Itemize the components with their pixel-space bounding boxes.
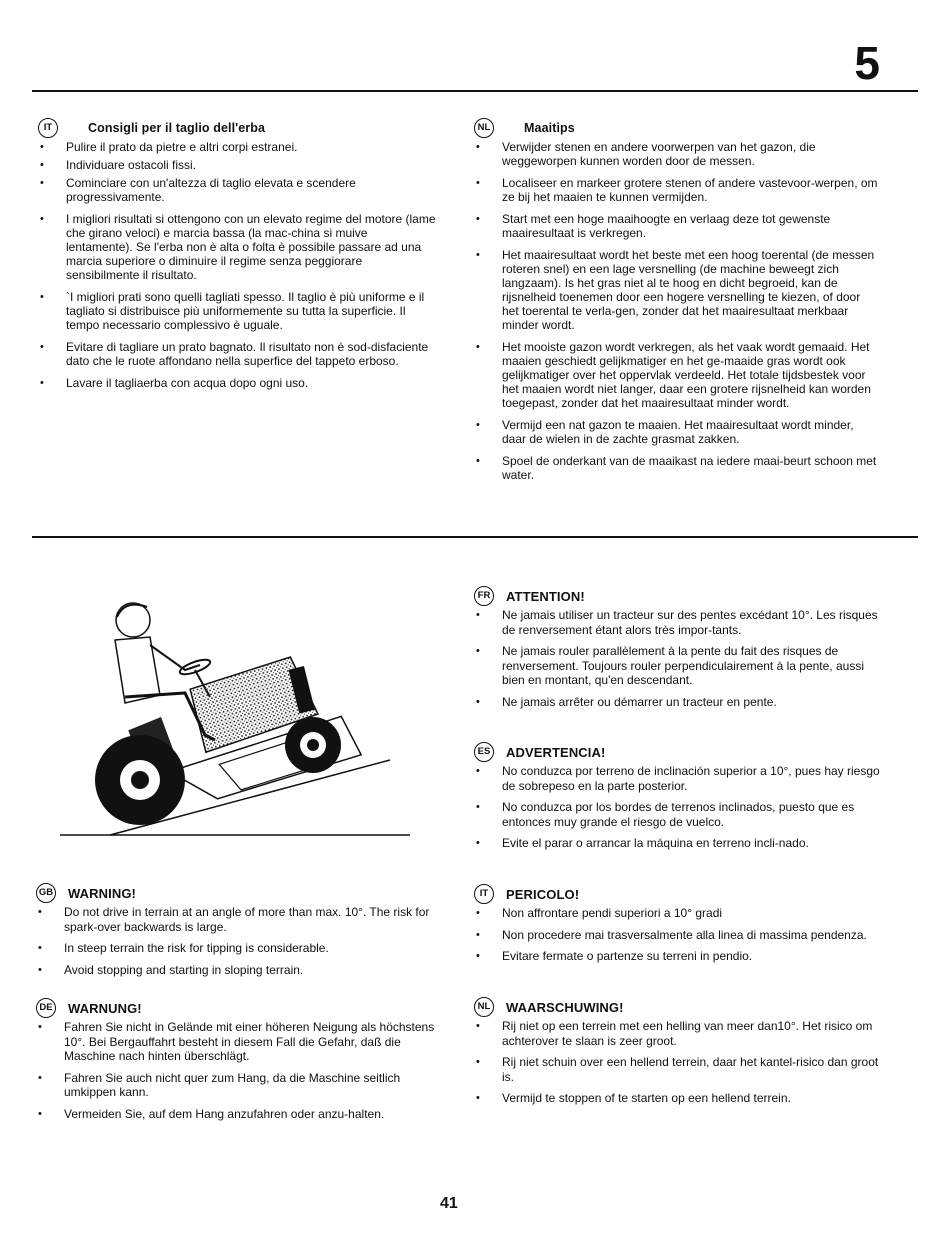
list-item: • No conduzca por los bordes de terrenos inclinados, puesto que es entonces muy grande el riesgo de vuelco. xyxy=(474,800,884,829)
list-item: • Avoid stopping and starting in sloping terrain. xyxy=(36,963,436,978)
section-header xyxy=(36,883,436,903)
page-number: 41 xyxy=(440,1195,458,1212)
section-title: WARNING! xyxy=(68,885,136,901)
section-header xyxy=(36,998,436,1018)
list-item: • Evitare fermate o partenze su terreni in pendio. xyxy=(474,949,884,964)
section-title: Maaitips xyxy=(524,121,575,135)
list-item: • Fahren Sie nicht in Gelände mit einer höheren Neigung als höchstens 10°. Bei Bergauffahrt besteht in diesem Fall die Gefahr, daß die Maschine nach hinten überschlägt. xyxy=(36,1020,436,1064)
section-title: ATTENTION! xyxy=(506,588,585,604)
list-item: • Ne jamais utiliser un tracteur sur des pentes excédant 10°. Les risques de renversement étant alors très impor-tants. xyxy=(474,608,884,637)
list-item: • Vermijd te stoppen of te starten op een hellend terrein. xyxy=(474,1091,884,1106)
list-item: • Individuare ostacoli fissi. xyxy=(38,158,436,172)
es-warning xyxy=(474,742,884,858)
warning-list xyxy=(474,608,884,709)
list-item: • Lavare il tagliaerba con acqua dopo ogni uso. xyxy=(38,376,436,390)
list-item: • Vermeiden Sie, auf dem Hang anzufahren oder anzu-halten. xyxy=(36,1107,436,1122)
chapter-number: 5 xyxy=(854,37,880,89)
section-title: WARNUNG! xyxy=(68,1000,142,1016)
section-title: Consigli per il taglio dell'erba xyxy=(88,121,266,135)
language-badge-gb: GB xyxy=(36,883,56,903)
gb-warning xyxy=(36,883,436,984)
list-item: • Evitare di tagliare un prato bagnato. Il risultato non è sod-disfaciente dato che le ruote affondano nella superfice del tappeto erboso. xyxy=(38,340,436,368)
list-item: • Ne jamais arrêter ou démarrer un tracteur en pente. xyxy=(474,695,884,710)
warning-list xyxy=(474,906,884,964)
section-header xyxy=(474,742,884,762)
list-item: • Non affrontare pendi superiori a 10° gradi xyxy=(474,906,884,921)
tractor-on-slope-illustration xyxy=(55,585,415,840)
fr-warning xyxy=(474,586,884,716)
it-mowing-tips xyxy=(38,118,436,394)
list-item: • In steep terrain the risk for tipping is considerable. xyxy=(36,941,436,956)
list-item: • Spoel de onderkant van de maaikast na iedere maai-beurt schoon met water. xyxy=(474,454,880,482)
nl-mowing-tips xyxy=(474,118,880,486)
language-badge-nl: NL xyxy=(474,118,494,138)
header-rule xyxy=(32,90,918,92)
list-item: • Do not drive in terrain at an angle of more than max. 10°. The risk for spark-over backwards is large. xyxy=(36,905,436,934)
warning-list xyxy=(474,1019,884,1106)
de-warning xyxy=(36,998,436,1128)
tips-list xyxy=(38,140,436,390)
list-item: • Non procedere mai trasversalmente alla linea di massima pendenza. xyxy=(474,928,884,943)
language-badge-it: IT xyxy=(474,884,494,904)
list-item: • `I migliori prati sono quelli tagliati spesso. Il taglio è più uniforme e il tagliato si distribuisce più uniformemente su tutta la superficie. Il tempo necessario complessivo è uguale. xyxy=(38,290,436,332)
list-item: • Het maairesultaat wordt het beste met een hoog toerental (de messen roteren snel) en een lage versnelling (de machine beweegt zich langzaam). Is het gras niet al te hoog en dicht begroeid, kan de rijsnelheid toenemen door een hogere versnelling te kiezen, of door het toerental te verla-gen, zonder dat het maairesultaat merkbaar minder wordt. xyxy=(474,248,880,332)
list-item: • Cominciare con un'altezza di taglio elevata e scendere progressivamente. xyxy=(38,176,436,204)
list-item: • Rij niet schuin over een hellend terrein, daar het kantel-risico dan groot is. xyxy=(474,1055,884,1084)
list-item: • Verwijder stenen en andere voorwerpen van het gazon, die weggeworpen kunnen worden door de messen. xyxy=(474,140,880,168)
section-header xyxy=(474,586,884,606)
list-item: • Evite el parar o arrancar la máquina en terreno incli-nado. xyxy=(474,836,884,851)
it-warning xyxy=(474,884,884,971)
list-item: • Vermijd een nat gazon te maaien. Het maairesultaat wordt minder, daar de wielen in de zachte grasmat zakken. xyxy=(474,418,880,446)
list-item: • Ne jamais rouler parallèlement à la pente du fait des risques de renversement. Toujours rouler perpendiculairement à la pente, aussi bien en montant, qu'en descendant. xyxy=(474,644,884,688)
language-badge-es: ES xyxy=(474,742,494,762)
language-badge-nl: NL xyxy=(474,997,494,1017)
section-title: PERICOLO! xyxy=(506,886,580,902)
warning-list xyxy=(36,905,436,977)
list-item: • Start met een hoge maaihoogte en verlaag deze tot gewenste maairesultaat is verkregen. xyxy=(474,212,880,240)
list-item: • I migliori risultati si ottengono con un elevato regime del motore (lame che girano veloci) e marcia bassa (la mac-china si muive lentamente). Se l'erba non è alta o folta è possibile passare ad una marcia superiore o diminuire il regime senza peggiorare sensibilmente il risultato. xyxy=(38,212,436,282)
language-badge-de: DE xyxy=(36,998,56,1018)
list-item: • Fahren Sie auch nicht quer zum Hang, da die Maschine seitlich umkippen kann. xyxy=(36,1071,436,1100)
section-title: WAARSCHUWING! xyxy=(506,999,624,1015)
list-item: • Localiseer en markeer grotere stenen of andere vastevoor-werpen, om ze bij het maaien te kunnen vermijden. xyxy=(474,176,880,204)
language-badge-fr: FR xyxy=(474,586,494,606)
section-header xyxy=(474,997,884,1017)
section-title: ADVERTENCIA! xyxy=(506,744,606,760)
warning-list xyxy=(36,1020,436,1121)
nl-warning xyxy=(474,997,884,1113)
section-header xyxy=(38,118,436,138)
section-header xyxy=(474,118,880,138)
language-badge-it: IT xyxy=(38,118,58,138)
list-item: • No conduzca por terreno de inclinación superior a 10°, pues hay riesgo de sobrepeso en la parte posterior. xyxy=(474,764,884,793)
list-item: • Het mooiste gazon wordt verkregen, als het vaak wordt gemaaid. Het maaien geschiedt gelijkmatiger en het ge-maaide gras wordt ook gelijkmatiger over het oppervlak verdeeld. Het totale tijdsbestek voor het maaien wordt niet langer, daar een grotere rijsnelheid kan worden toegepast, zonder dat het maairesultaat minder wordt. xyxy=(474,340,880,410)
list-item: • Pulire il prato da pietre e altri corpi estranei. xyxy=(38,140,436,154)
section-header xyxy=(474,884,884,904)
warning-list xyxy=(474,764,884,851)
list-item: • Rij niet op een terrein met een helling van meer dan10°. Het risico om achterover te slaan is zeer groot. xyxy=(474,1019,884,1048)
section-divider xyxy=(32,536,918,538)
tips-list xyxy=(474,140,880,482)
